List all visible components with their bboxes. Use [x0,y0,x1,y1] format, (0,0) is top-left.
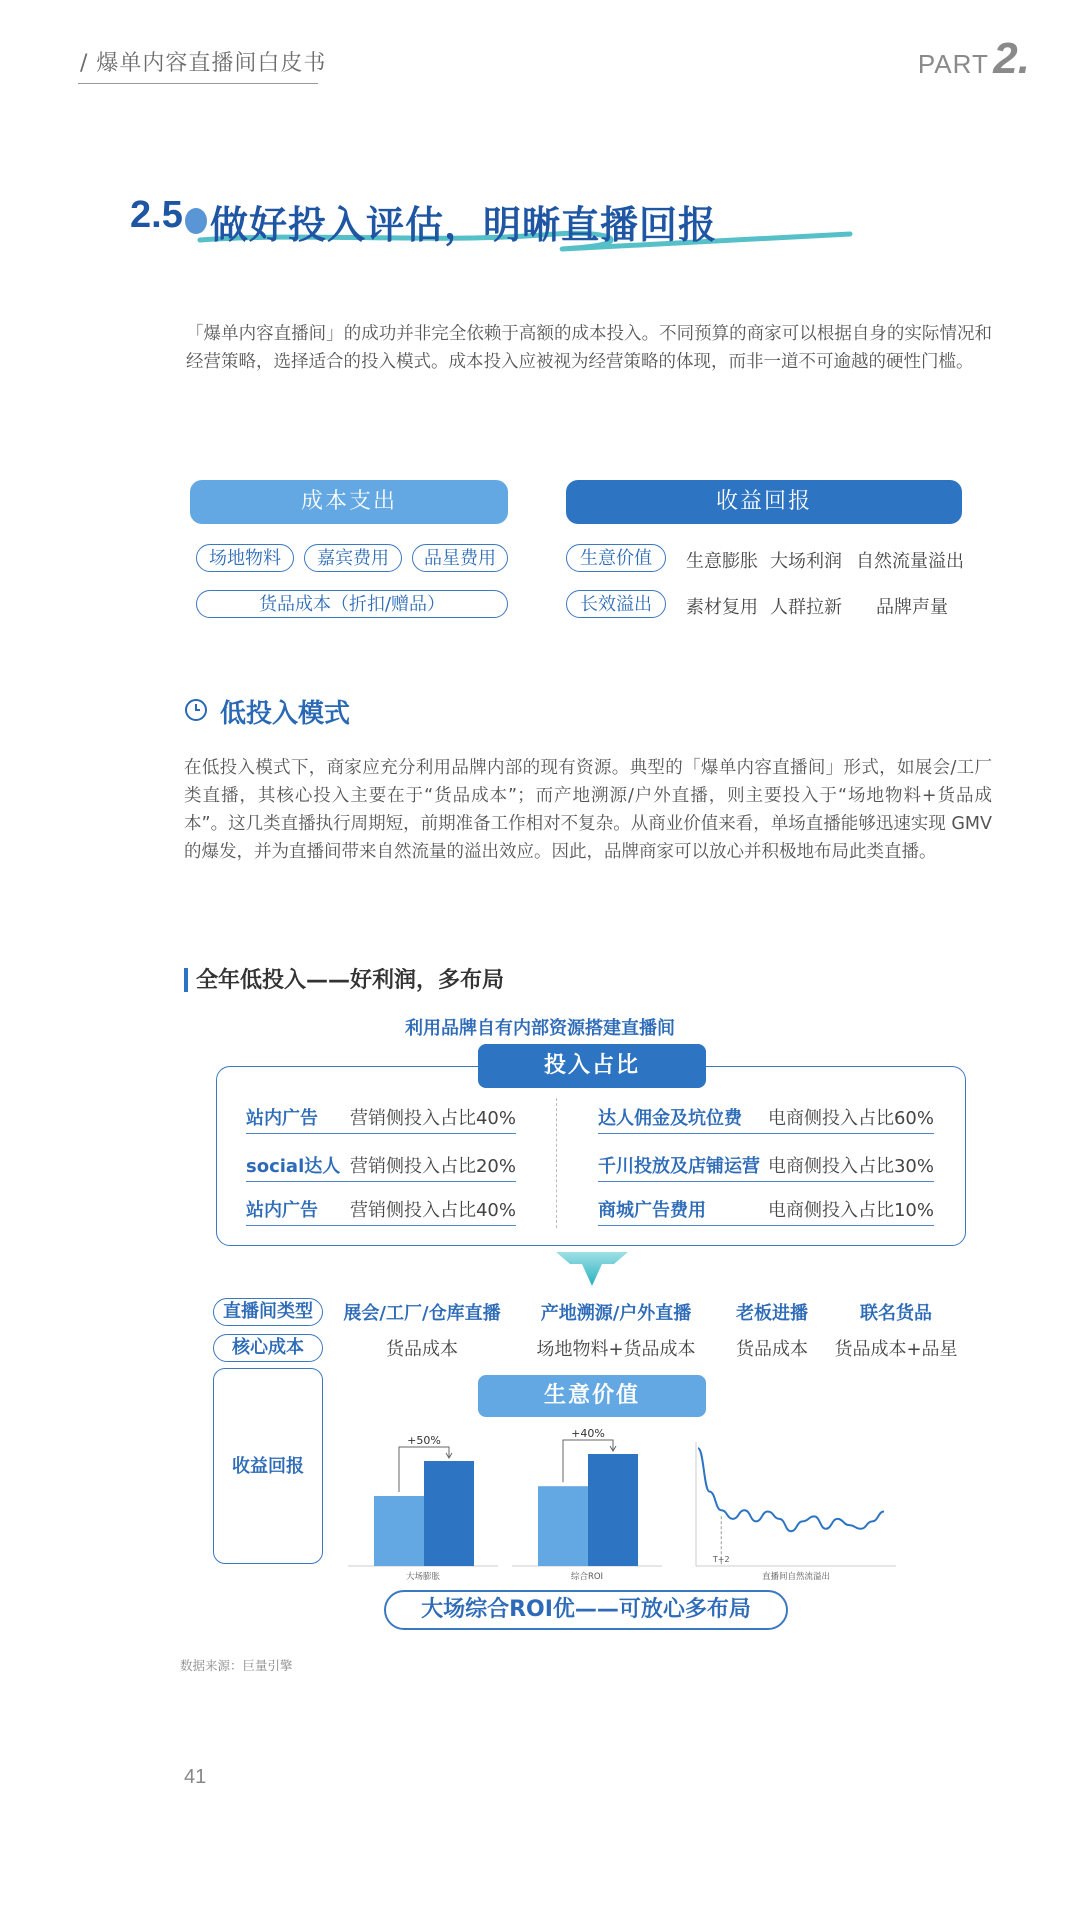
tick-label: T+2 [712,1555,730,1564]
bar [374,1496,424,1566]
core-cost: 货品成本 [736,1339,808,1360]
revenue-row-label: 长效溢出 [566,590,666,618]
share-row-key: social达人 [246,1156,341,1177]
share-row [246,1196,516,1226]
share-row-key: 商城广告费用 [598,1200,706,1221]
share-divider [556,1098,557,1228]
share-row-key: 站内广告 [246,1200,318,1221]
chart-xlabel: 直播间自然流溢出 [761,1572,831,1582]
share-row-key: 达人佣金及坑位费 [598,1108,742,1129]
revenue-item: 品牌声量 [876,597,948,618]
return-label: 收益回报 [232,1456,304,1477]
share-row-value: 电商侧投入占比30% [767,1156,934,1177]
revenue-row-label: 生意价值 [566,544,666,572]
live-type: 产地溯源/户外直播 [540,1303,692,1324]
bar [588,1454,638,1566]
series-line [698,1448,884,1531]
live-type: 联名货品 [860,1303,932,1324]
chart-xlabel: 综合ROI [570,1572,604,1582]
share-row [598,1104,934,1134]
chart-xlabel: 大场膨胀 [405,1572,441,1582]
cost-tag-wide: 货品成本（折扣/赠品） [196,590,508,618]
live-type: 展会/工厂/仓库直播 [343,1303,501,1324]
share-row [246,1104,516,1134]
cost-tag: 嘉宾费用 [304,544,402,572]
share-row-key: 站内广告 [246,1108,318,1129]
core-cost: 场地物料+货品成本 [536,1339,696,1360]
bar-chart-roi [512,1427,662,1582]
share-row-value: 电商侧投入占比60% [767,1108,934,1129]
business-value-title: 生意价值 [478,1375,706,1417]
cost-tag: 场地物料 [196,544,294,572]
document-title: / 爆单内容直播间白皮书 [80,51,327,76]
intro-paragraph: 「爆单内容直播间」的成功并非完全依赖于高额的成本投入。不同预算的商家可以根据自身的实际情况和经营策略，选择适合的投入模式。成本投入应被视为经营策略的体现，而非一道不可逾越的硬性门槛。 [186,324,992,372]
share-row-value: 电商侧投入占比10% [767,1200,934,1221]
core-cost-label: 核心成本 [213,1334,323,1362]
revenue-item: 生意膨胀 [686,551,758,572]
header-underline [78,83,318,84]
share-row-key: 千川投放及店铺运营 [598,1156,760,1177]
part-number: 2. [993,34,1030,83]
low-mode-paragraph: 在低投入模式下，商家应充分利用品牌内部的现有资源。典型的「爆单内容直播间」形式，如展会/工厂类直播，其核心投入主要在于“货品成本”；而产地溯源/户外直播，则主要投入于“场地物料+货品成本”。这几类直播执行周期短，前期准备工作相对不复杂。从商业价值来看，单场直播能够迅速实现 GMV 的爆发，并为直播间带来自然流量的溢出效应。因此，品牌商家可以放心并积极地布局此类直播。 [184,758,992,862]
revenue-item: 人群拉新 [770,597,842,618]
heading-accent-bar [184,968,188,992]
bar [538,1486,588,1566]
section-dot [185,208,207,234]
diagram-heading: 全年低投入——好利润，多布局 [196,968,505,993]
cost-tag: 品星费用 [412,544,508,572]
share-row [598,1196,934,1226]
bar [424,1461,474,1566]
annotation-label: +50% [407,1434,441,1447]
conclusion-banner: 大场综合ROI优——可放心多布局 [384,1590,788,1630]
share-row [598,1152,934,1182]
core-cost: 货品成本+品星 [834,1339,958,1360]
share-row-value: 营销侧投入占比40% [349,1200,516,1221]
revenue-header: 收益回报 [566,480,962,524]
part-indicator [918,34,1030,84]
line-chart-traffic [696,1442,896,1582]
part-word: PART [917,49,989,79]
revenue-item: 素材复用 [686,597,758,618]
data-source: 数据来源：巨量引擎 [180,1658,293,1673]
section-title: 做好投入评估，明晰直播回报 [210,203,718,247]
down-arrow-icon [556,1252,628,1286]
share-row [246,1152,516,1182]
live-type: 老板进播 [736,1303,808,1324]
live-type-label: 直播间类型 [213,1298,323,1326]
page-number: 41 [184,1766,207,1788]
return-charts [340,1427,910,1582]
section-number: 2.5 [130,194,183,236]
clock-icon [184,698,208,722]
revenue-item: 大场利润 [770,551,842,572]
diagram-caption: 利用品牌自有内部资源搭建直播间 [405,1018,675,1039]
annotation-label: +40% [571,1427,605,1440]
bar-chart-scale [348,1434,498,1582]
core-cost: 货品成本 [386,1339,458,1360]
share-row-value: 营销侧投入占比20% [349,1156,516,1177]
revenue-item: 自然流量溢出 [856,551,964,572]
low-mode-title: 低投入模式 [220,699,351,729]
investment-share-title: 投入占比 [478,1044,706,1088]
cost-header: 成本支出 [190,480,508,524]
share-row-value: 营销侧投入占比40% [349,1108,516,1129]
